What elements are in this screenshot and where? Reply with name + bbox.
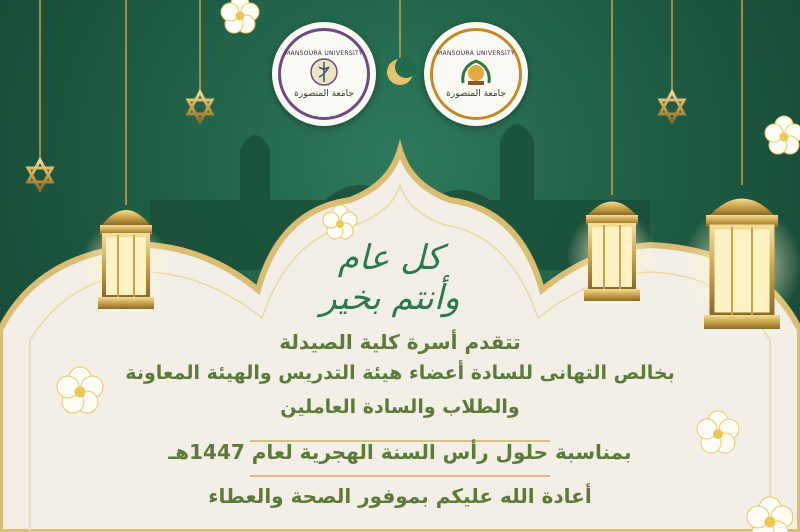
logo-arabic-text: جامعة المنصورة [446, 88, 506, 99]
university-logo [424, 22, 528, 126]
logo-english-text: MANSOURA UNIVERSITY [437, 49, 515, 57]
message-line-2: بخالص التهانى للسادة أعضاء هيئة التدريس والهيئة المعاونة [125, 362, 675, 384]
logo-emblem [278, 28, 370, 120]
message-line-4: بمناسبة حلول رأس السنة الهجرية لعام 1447هـ [168, 440, 632, 464]
message-line-3: والطلاب والسادة العاملين [280, 396, 520, 418]
pharmacy-faculty-logo [272, 22, 376, 126]
logo-emblem [430, 28, 522, 120]
message-line-5: أعادة الله عليكم بموفور الصحة والعطاء [208, 484, 592, 508]
pharmacy-emblem-icon [309, 57, 339, 87]
logo-english-text: MANSOURA UNIVERSITY [285, 49, 363, 57]
greeting-calligraphy: كل عام وأنتم بخير [320, 238, 460, 318]
university-emblem-icon [459, 57, 493, 87]
crescent-icon [387, 56, 417, 85]
message-line-1: تتقدم أسرة كلية الصيدلة [279, 330, 521, 354]
logo-arabic-text: جامعة المنصورة [294, 88, 354, 99]
